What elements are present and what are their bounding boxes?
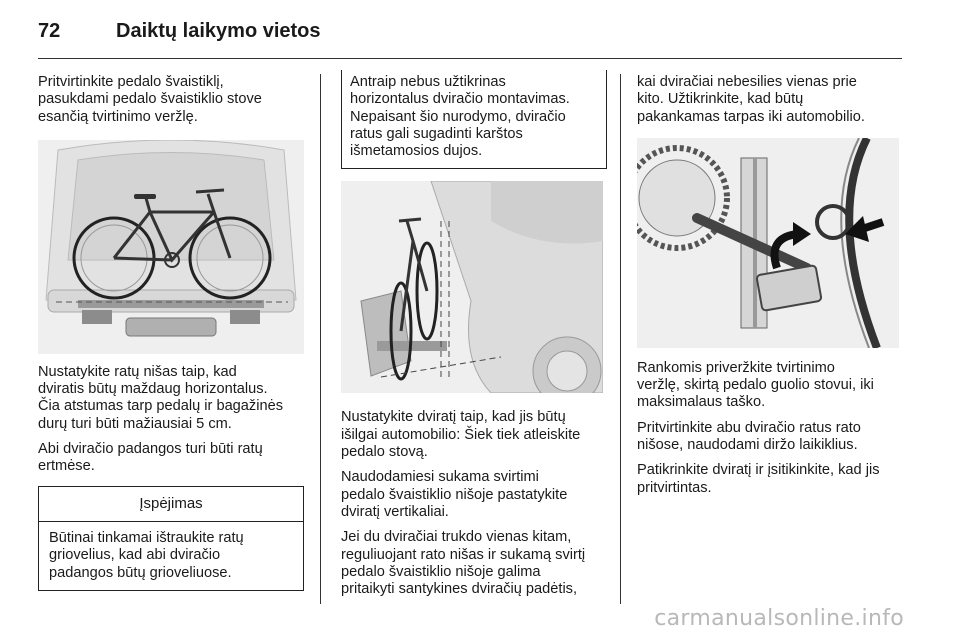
paragraph: Nustatykite ratų nišas taip, kad dviratis būtų maždaug horizontalus. Čia atstumas tarp pedalų ir bagažinės durų turi būti mažiausiai 5 cm. [38,363,283,432]
figure-bike-side-view [341,181,603,393]
column-2 [341,74,607,606]
column-1 [38,74,304,591]
paragraph: Naudodamiesi sukama svirtimi pedalo švaistiklio nišoje pastatykite dviratį vertikaliai. [341,469,568,520]
warning-text: Būtinai tinkamai ištraukite ratų griovelius, kad abi dviračio padangos būtų grioveliuose. [49,529,244,581]
bike-side-illustration [341,181,603,393]
paragraph: kai dviračiai nebesilies vienas prie kito. Užtikrinkite, kad būtų pakankamas tarpas iki automobilio. [637,74,865,125]
pedal-clamp-illustration [637,138,899,348]
column-rule-left [320,74,321,604]
warning-title: Įspėjimas [39,487,303,522]
note-box: Antraip nebus užtikrinas horizontalus dviračio montavimas. Nepaisant šio nurodymo, dviračio ratus gali sugadinti karštos išmetamosios dujos. [341,70,607,169]
watermark: carmanualsonline.info [654,606,904,631]
figure-pedal-clamp [637,138,899,348]
paragraph: Nustatykite dviratį taip, kad jis būtų išilgai automobilio: Šiek tiek atleiskite pedalo stovą. [341,409,581,461]
paragraph: Patikrinkite dviratį ir įsitikinkite, kad jis pritvirtintas. [637,462,880,496]
warning-box [38,486,304,591]
paragraph: Pritvirtinkite pedalo švaistiklį, pasukdami pedalo švaistiklio stove esančią tvirtinimo veržlę. [38,74,262,125]
column-rule-right [620,74,621,604]
paragraph: Abi dviračio padangos turi būti ratų ertmėse. [38,441,263,475]
page-number: 72 [38,20,61,42]
bike-rear-illustration [38,140,304,354]
paragraph: Rankomis priveržkite tvirtinimo veržlę, skirtą pedalo guolio stovui, iki maksimalaus taško. [637,359,874,411]
figure-bike-rear-view [38,140,304,354]
page-title: Daiktų laikymo vietos [116,20,321,42]
column-3 [637,74,903,505]
header-rule [38,58,902,59]
paragraph: Jei du dviračiai trukdo vienas kitam, reguliuojant rato nišas ir sukamą svirtį pedalo švaistiklio nišoje galima pritaikyti santykines dviračių padėtis, [341,529,586,598]
paragraph: Pritvirtinkite abu dviračio ratus rato nišose, naudodami diržo laikiklius. [637,419,861,454]
